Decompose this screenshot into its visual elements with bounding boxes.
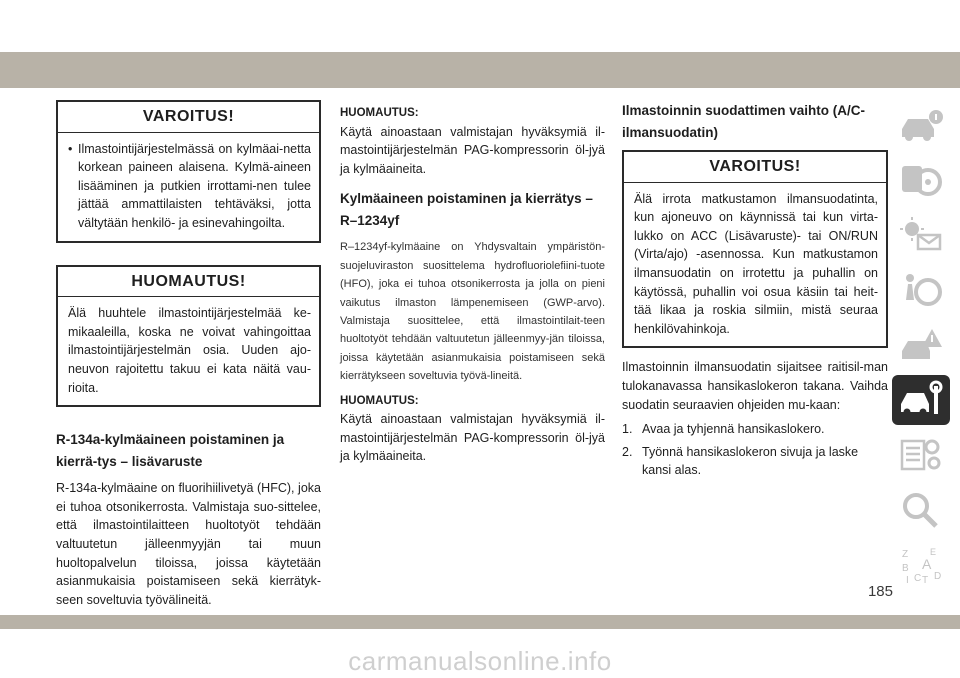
tab-search[interactable] <box>892 485 950 535</box>
header-bar <box>0 52 960 88</box>
list-item <box>622 420 888 439</box>
note-label: HUOMAUTUS: <box>340 107 419 119</box>
airbag-person-icon <box>898 270 944 310</box>
list-number: 2. <box>622 444 633 459</box>
tab-warning-lights[interactable] <box>892 210 950 260</box>
warning-box <box>622 150 888 348</box>
section-heading: R-134a-kylmäaineen poistaminen ja kierrä-tys – lisävaruste <box>56 432 285 470</box>
magnifier-icon <box>898 490 944 530</box>
list-text: Avaa ja tyhjennä hansikaslokero. <box>642 422 825 437</box>
warning-text: Älä irrota matkustamon ilmansuodatinta, kun ajoneuvo on käynnissä tai kun virta-lukko on ACC (Lisävaruste)- tai ON/RUN (Virta/ajo) -asennossa. Kun matkustamon ilmansuodatin on irrotettu ja puhallin on käytössä, puhallin voi osua käsiin tai heit-tää likaa ja roskia silmiin, mistä seuraa henkilövahinkoja. <box>634 191 878 336</box>
steering-wheel-icon <box>898 160 944 200</box>
column-3 <box>622 100 888 480</box>
warning-light-mail-icon <box>898 215 944 255</box>
index-letter: D <box>934 571 942 582</box>
top-margin <box>0 0 960 52</box>
tab-steering[interactable] <box>892 155 950 205</box>
note-text: Käytä ainoastaan valmistajan hyväksymiä il-mastointijärjestelmän PAG-kompressorin öl-jyä ja kylmäaineita. <box>340 124 605 176</box>
alphabet-index-icon <box>898 545 944 585</box>
warning-bullet <box>68 140 311 233</box>
note-text: Käytä ainoastaan valmistajan hyväksymiä il-mastointijärjestelmän PAG-kompressorin öl-jyä ja kylmäaineita. <box>340 412 605 464</box>
index-letter: T <box>922 575 929 585</box>
watermark: carmanualsonline.info <box>348 646 612 676</box>
page-number: 185 <box>867 583 893 600</box>
warning-title: VAROITUS! <box>58 102 319 133</box>
car-wrench-icon <box>898 380 944 420</box>
note-box <box>56 265 321 408</box>
warning-title: VAROITUS! <box>624 152 886 183</box>
column-1 <box>56 100 321 615</box>
index-letter: B <box>902 563 909 574</box>
car-info-icon <box>898 105 944 145</box>
list-item <box>622 443 888 480</box>
tab-airbag[interactable] <box>892 265 950 315</box>
index-letter: A <box>922 556 932 572</box>
bullet-icon: • <box>68 141 73 156</box>
paragraph: R-134a-kylmäaine on fluorihiilivetyä (HFC), joka ei tuhoa otsonikerrosta. Valmistaja suo-sittelee, että ilmastointilaitteen huoltotyöt tehdään valtuutetun jälleenmyyjän tai muun huoltopalvelun tiloissa, joissa käytetään asianmukaisia poistamiseen sekä kierrätyk-seen soveltuvia työvälineitä. <box>56 481 321 607</box>
tab-index[interactable] <box>892 540 950 590</box>
note-text: Älä huuhtele ilmastointijärjestelmää ke-mikaaleilla, koska ne voivat vahingoittaa ilmastointijärjestelmän osia. Uuden ajo-neuvon rajoitettu takuu ei kata näitä vau-rioita. <box>68 306 311 395</box>
paragraph: Ilmastoinnin ilmansuodatin sijaitsee raitisil-man tulokanavassa hansikaslokeron takana. Vaihda suodatin seuraavien ohjeiden mu-kaan: <box>622 360 888 412</box>
warning-box <box>56 100 321 243</box>
section-heading: Kylmäaineen poistaminen ja kierrätys – R–1234yf <box>340 191 593 229</box>
checklist-gear-icon <box>898 435 944 475</box>
list-number: 1. <box>622 422 633 437</box>
tab-car-info[interactable] <box>892 100 950 150</box>
index-letter: I <box>906 575 909 585</box>
chapter-tabs <box>892 100 950 595</box>
column-2 <box>340 100 605 472</box>
section-heading: Ilmastoinnin suodattimen vaihto (A/C-ilmansuodatin) <box>622 103 866 140</box>
tab-car-warning[interactable] <box>892 320 950 370</box>
tab-specifications[interactable] <box>892 430 950 480</box>
index-letter: C <box>914 573 922 584</box>
index-letter: Z <box>902 549 909 560</box>
note-title: HUOMAUTUS! <box>58 267 319 298</box>
note-label: HUOMAUTUS: <box>340 394 419 407</box>
index-letter: E <box>930 547 937 557</box>
list-text: Työnnä hansikaslokeron sivuja ja laske kansi alas. <box>642 444 859 478</box>
tab-maintenance[interactable] <box>892 375 950 425</box>
footer-bar <box>0 615 960 629</box>
paragraph: R–1234yf-kylmäaine on Yhdysvaltain ympäristön-suojeluviraston suosittelema hydrofluoriolefiini-tuote (HFO), joka ei tuhoa otsonikerrosta ja jolla on pieni vaikutus ilmaston lämpenemiseen (GWP-arvo). Valmistaja suosittelee, että ilmastointilait-teen huoltotyöt tehdään valtuutetun jälleenmyy-jän tiloissa, joissa käytetään asianmukaisia poistamiseen sekä kierrätykseen soveltuvia työvä-lineitä. <box>340 241 605 383</box>
warning-text: Ilmastointijärjestelmässä on kylmäai-netta korkean paineen alaisena. Kylmä-aineen lisääminen ja putkien irrottami-nen tulee jättää ammattilaisten tehtäväksi, jotta vältytään henkilö- ja esinevahingoilta. <box>78 141 311 230</box>
car-warning-icon <box>898 325 944 365</box>
